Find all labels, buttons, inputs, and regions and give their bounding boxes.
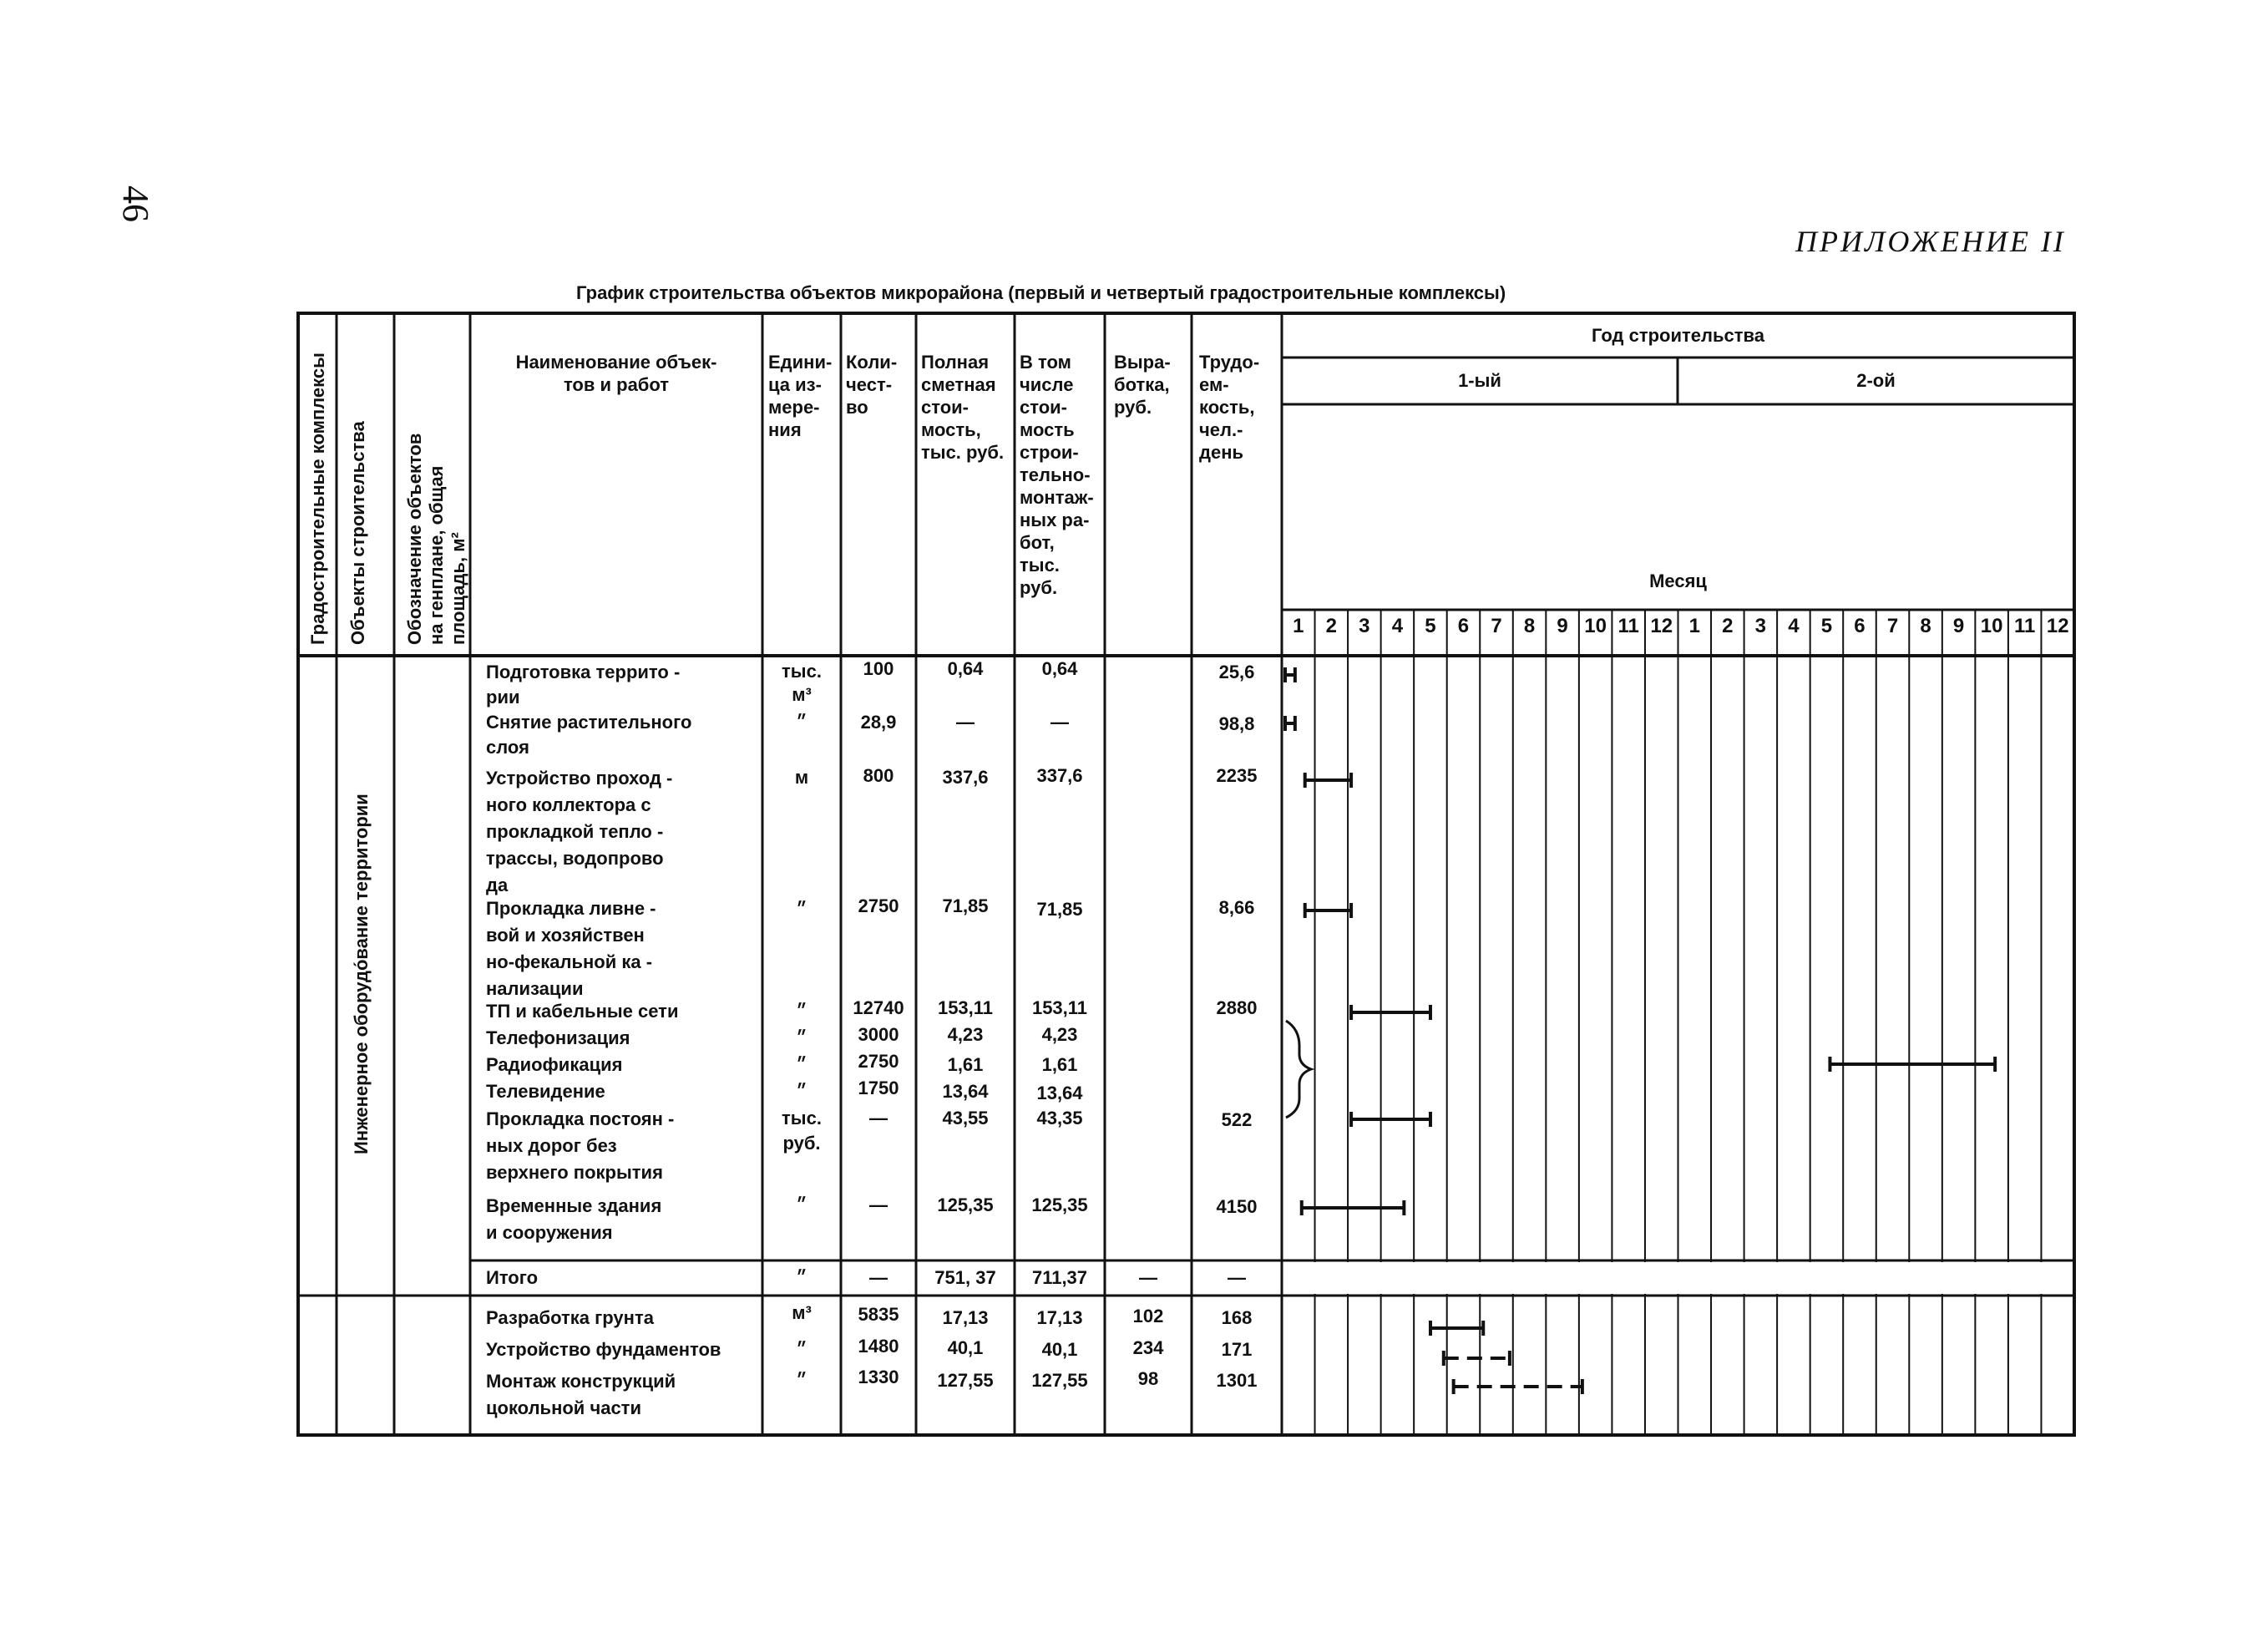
month-number: 6 xyxy=(1457,615,1470,637)
total-labor: — xyxy=(1228,1267,1246,1288)
row-construction-cost: 17,13 xyxy=(1036,1307,1083,1328)
page-number: 46 xyxy=(115,185,156,222)
row-output: 234 xyxy=(1132,1337,1164,1358)
row-name: Временные здания и сооружения xyxy=(486,1195,662,1243)
month-number: 6 xyxy=(1854,615,1866,637)
schedule-bar xyxy=(1444,1351,1510,1366)
row-labor: 171 xyxy=(1221,1339,1253,1360)
total-qty: — xyxy=(869,1267,888,1288)
header-full-cost: Полная сметная стои- мость, тыс. руб. xyxy=(921,352,1005,463)
header-year-1: 1-ый xyxy=(1458,370,1501,391)
row-labor: 98,8 xyxy=(1218,713,1255,734)
month-number: 11 xyxy=(2014,615,2036,637)
row-name: Разработка грунта xyxy=(486,1307,654,1328)
row-name: Радиофикация xyxy=(486,1054,623,1075)
month-number: 3 xyxy=(1359,615,1370,637)
row-qty: 2750 xyxy=(858,895,899,916)
header-designation-line3: площадь, м² xyxy=(448,532,468,645)
row-construction-cost: 40,1 xyxy=(1041,1339,1078,1360)
header-month: Месяц xyxy=(1649,571,1707,591)
header-unit: Едини- ца из- мере- ния xyxy=(768,352,833,440)
month-number: 12 xyxy=(1650,615,1673,637)
month-number: 5 xyxy=(1820,615,1833,637)
row-name: Снятие растительного слоя xyxy=(486,712,692,758)
row-name: Устройство проход - ного коллектора с прокладкой тепло - трассы, водопрово да xyxy=(486,768,673,895)
header-name: Наименование объек- тов и работ xyxy=(515,352,717,395)
row-name: ТП и кабельные сети xyxy=(486,1001,679,1022)
row-full-cost: 43,55 xyxy=(942,1108,989,1128)
row-unit: м³ xyxy=(792,1302,812,1323)
row-construction-cost: 4,23 xyxy=(1041,1024,1078,1045)
month-number: 7 xyxy=(1886,615,1899,637)
row-labor: 25,6 xyxy=(1218,662,1255,682)
month-number: 10 xyxy=(1980,615,2003,637)
header-designation-line2: на генплане, общая xyxy=(426,465,447,645)
month-number: 1 xyxy=(1293,615,1304,637)
row-output: 98 xyxy=(1137,1368,1159,1389)
row-unit: ״ xyxy=(796,899,807,920)
row-unit: м xyxy=(794,767,809,788)
row-unit: тыс. м³ xyxy=(782,661,822,705)
month-number: 9 xyxy=(1557,615,1568,637)
month-number: 1 xyxy=(1688,615,1700,637)
row-construction-cost: 337,6 xyxy=(1036,765,1083,786)
schedule-bar xyxy=(1430,1321,1483,1336)
total-band-mask xyxy=(1283,1262,2073,1294)
month-number: 12 xyxy=(2046,615,2069,637)
row-construction-cost: 127,55 xyxy=(1031,1370,1088,1391)
row-full-cost: 71,85 xyxy=(942,895,989,916)
row-unit: ״ xyxy=(796,1054,807,1075)
row-full-cost: 13,64 xyxy=(942,1081,989,1102)
total-unit: ״ xyxy=(796,1267,807,1288)
row-unit: ״ xyxy=(796,1001,807,1022)
row-construction-cost: 0,64 xyxy=(1041,658,1078,679)
month-number: 4 xyxy=(1391,615,1404,637)
row-construction-cost: 1,61 xyxy=(1041,1054,1078,1075)
section-label-engineering: Инженерное оборудо́вание территории xyxy=(351,794,372,1154)
row-construction-cost: 71,85 xyxy=(1036,899,1083,920)
row-unit: ״ xyxy=(796,712,807,733)
row-full-cost: 127,55 xyxy=(937,1370,994,1391)
schedule-bar xyxy=(1454,1379,1582,1394)
month-number: 8 xyxy=(1920,615,1931,637)
month-number: 9 xyxy=(1952,615,1965,637)
total-full-cost: 751, 37 xyxy=(934,1267,996,1288)
header-construction-year: Год строительства xyxy=(1591,325,1764,346)
row-qty: 1750 xyxy=(858,1078,899,1098)
row-name: Прокладка ливне - вой и хозяйствен но-фекальной ка - нализации xyxy=(486,898,656,999)
row-qty: 12740 xyxy=(853,997,904,1018)
month-number: 3 xyxy=(1754,615,1767,637)
month-number: 2 xyxy=(1325,615,1337,637)
row-labor: 2880 xyxy=(1216,997,1258,1018)
row-full-cost: 1,61 xyxy=(947,1054,984,1075)
row-labor: 4150 xyxy=(1216,1196,1258,1217)
table-title: График строительства объектов микрорайона (первый и четвертый градостроительные комплексы) xyxy=(576,282,1506,303)
schedule-bar xyxy=(1830,1057,1995,1072)
row-qty: 1330 xyxy=(858,1367,899,1387)
month-number: 10 xyxy=(1584,615,1607,637)
row-name: Подготовка террито - рии xyxy=(486,662,681,707)
group-brace xyxy=(1286,1021,1311,1118)
header-objects: Объекты строительства xyxy=(347,421,368,645)
row-qty: 28,9 xyxy=(860,712,897,733)
header-qty: Коли- чест- во xyxy=(846,352,898,418)
row-full-cost: 0,64 xyxy=(947,658,984,679)
row-unit: тыс. руб. xyxy=(782,1108,822,1154)
header-labor: Трудо- ем- кость, чел.- день xyxy=(1199,352,1260,463)
schedule-bar xyxy=(1285,716,1295,731)
row-construction-cost: 13,64 xyxy=(1036,1083,1083,1103)
header-designation-line1: Обозначение объектов xyxy=(404,433,425,645)
row-name: Телевидение xyxy=(486,1081,605,1102)
row-full-cost: 40,1 xyxy=(947,1337,984,1358)
month-number: 4 xyxy=(1788,615,1800,637)
row-qty: — xyxy=(869,1194,888,1215)
row-construction-cost: — xyxy=(1050,712,1069,733)
row-name: Прокладка постоян - ных дорог без верхнего покрытия xyxy=(486,1108,675,1183)
month-number: 2 xyxy=(1722,615,1734,637)
schedule-bar xyxy=(1305,903,1351,918)
row-full-cost: 17,13 xyxy=(942,1307,989,1328)
row-labor: 168 xyxy=(1221,1307,1253,1328)
header-year-2: 2-ой xyxy=(1856,370,1896,391)
row-qty: 2750 xyxy=(858,1051,899,1072)
row-output: 102 xyxy=(1132,1306,1164,1326)
row-qty: 100 xyxy=(863,658,894,679)
row-labor: 8,66 xyxy=(1218,897,1255,918)
row-full-cost: 337,6 xyxy=(942,767,989,788)
month-number: 8 xyxy=(1523,615,1536,637)
row-name: Устройство фундаментов xyxy=(486,1339,721,1360)
row-construction-cost: 125,35 xyxy=(1031,1194,1088,1215)
row-labor: 1301 xyxy=(1216,1370,1258,1391)
schedule-bar xyxy=(1285,667,1295,682)
month-number: 11 xyxy=(1617,615,1639,637)
total-label: Итого xyxy=(486,1267,539,1288)
schedule-bar xyxy=(1302,1200,1405,1215)
row-qty: 5835 xyxy=(858,1304,899,1325)
row-full-cost: 125,35 xyxy=(937,1194,994,1215)
row-name: Монтаж конструкций цокольной части xyxy=(486,1371,676,1418)
row-qty: 1480 xyxy=(858,1336,899,1357)
total-construction-cost: 711,37 xyxy=(1031,1267,1088,1288)
row-labor: 2235 xyxy=(1216,765,1258,786)
row-labor: 522 xyxy=(1221,1109,1253,1130)
month-number: 5 xyxy=(1425,615,1436,637)
schedule-bar xyxy=(1305,773,1351,788)
row-unit: ״ xyxy=(796,1370,807,1391)
header-complexes: Градостроительные комплексы xyxy=(307,352,328,645)
row-qty: — xyxy=(869,1108,888,1128)
schedule-bar xyxy=(1351,1005,1430,1020)
row-unit: ״ xyxy=(796,1027,807,1048)
row-qty: 3000 xyxy=(858,1024,899,1045)
header-construction-cost: В том числе стои- мость строи- тельно- монтаж- ных ра- бот, тыс. руб. xyxy=(1020,352,1094,598)
row-full-cost: 4,23 xyxy=(947,1024,984,1045)
schedule-bar xyxy=(1351,1112,1430,1127)
header-output: Выра- ботка, руб. xyxy=(1114,352,1171,418)
row-name: Телефонизация xyxy=(486,1027,630,1048)
row-unit: ״ xyxy=(796,1339,807,1360)
row-qty: 800 xyxy=(863,765,894,786)
row-construction-cost: 43,35 xyxy=(1036,1108,1083,1128)
month-number: 7 xyxy=(1491,615,1502,637)
row-construction-cost: 153,11 xyxy=(1031,997,1088,1018)
row-full-cost: 153,11 xyxy=(937,997,994,1018)
row-unit: ״ xyxy=(796,1194,807,1215)
row-unit: ״ xyxy=(796,1081,807,1102)
total-output: — xyxy=(1139,1267,1157,1288)
appendix-title: ПРИЛОЖЕНИЕ II xyxy=(1795,225,2066,258)
row-full-cost: — xyxy=(956,712,975,733)
